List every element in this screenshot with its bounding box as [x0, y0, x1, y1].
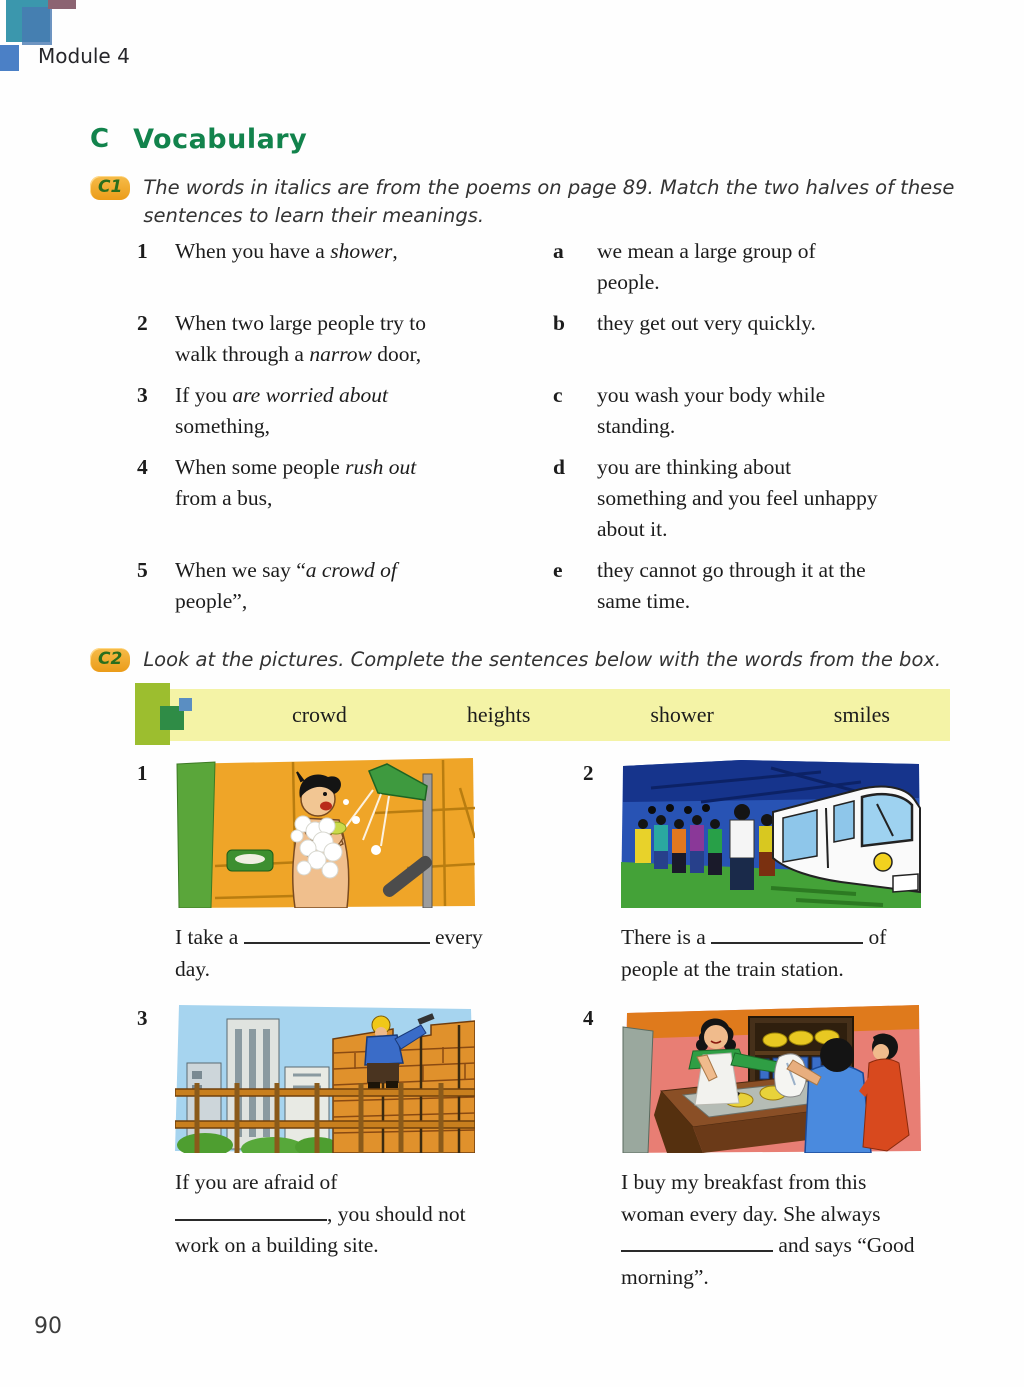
picture-number: 1	[137, 761, 148, 785]
word-box-square-blue	[179, 698, 192, 711]
pictures-grid	[137, 758, 997, 1293]
corner-square-mauve	[48, 0, 76, 9]
sentence-left: When you have a shower,	[175, 239, 398, 263]
exercise-c2-instructions: Look at the pictures. Complete the sentences below with the words from the box.	[143, 648, 942, 671]
shower-illustration	[175, 758, 475, 908]
sentence-left: When some people rush out from a bus,	[175, 455, 417, 510]
word-box	[137, 689, 950, 741]
answer-blank	[244, 924, 430, 944]
sentence-left: When we say “a crowd of people”,	[175, 558, 397, 613]
answer-blank	[175, 1200, 327, 1220]
item-letter: b	[553, 311, 565, 335]
picture-caption: There is a of people at the train station.	[621, 925, 887, 981]
sentence-right: you are thinking about something and you feel unhappy about it.	[597, 455, 878, 541]
item-number: 2	[137, 311, 148, 335]
word-box-word: crowd	[291, 702, 347, 727]
sentence-right: they get out very quickly.	[597, 311, 816, 335]
match-pair-5	[137, 555, 989, 617]
word-box-word: smiles	[833, 702, 890, 727]
breakfast-stall-illustration	[621, 1003, 921, 1153]
word-box-word: shower	[650, 702, 714, 727]
picture-caption: If you are afraid of , you should not work on a building site.	[175, 1170, 466, 1257]
sentence-left: If you are worried about something,	[175, 383, 389, 438]
picture-item-2	[583, 758, 997, 985]
picture-number: 3	[137, 1006, 148, 1030]
picture-item-1	[137, 758, 583, 985]
exercise-c1-badge: C1	[90, 176, 130, 200]
corner-square-blue	[0, 45, 19, 71]
match-pair-4	[137, 452, 989, 545]
sentence-right: we mean a large group of people.	[597, 239, 816, 294]
module-label: Module 4	[38, 44, 130, 68]
page-number: 90	[34, 1314, 62, 1339]
match-pair-1	[137, 236, 989, 298]
picture-number: 2	[583, 761, 594, 785]
word-box-word: heights	[466, 702, 531, 727]
item-letter: e	[553, 558, 563, 582]
exercise-c1-instructions: The words in italics are from the poems on page 89. Match the two halves of these sentences to learn their meanings.	[143, 176, 955, 227]
section-title: Vocabulary	[133, 124, 308, 155]
item-number: 4	[137, 455, 148, 479]
sentence-left: When two large people try to walk through a narrow door,	[175, 311, 426, 366]
picture-number: 4	[583, 1006, 594, 1030]
exercise-c2-badge: C2	[90, 648, 130, 672]
item-number: 1	[137, 239, 148, 263]
picture-item-3	[137, 1003, 583, 1293]
corner-square-steel	[22, 7, 52, 45]
section-letter: C	[90, 124, 110, 154]
item-letter: d	[553, 455, 565, 479]
exercise-c2-header	[90, 646, 980, 674]
picture-caption: I take a every day.	[175, 925, 483, 981]
exercise-c1-header	[90, 174, 980, 230]
building-site-illustration	[175, 1003, 475, 1153]
corner-decoration	[0, 0, 90, 80]
section-heading	[90, 124, 307, 155]
match-pair-2	[137, 308, 989, 370]
item-number: 3	[137, 383, 148, 407]
picture-caption: I buy my breakfast from this woman every day. She always and says “Good morning”.	[621, 1170, 915, 1289]
item-number: 5	[137, 558, 148, 582]
answer-blank	[621, 1232, 773, 1252]
item-letter: a	[553, 239, 564, 263]
train-station-illustration	[621, 758, 921, 908]
item-letter: c	[553, 383, 563, 407]
sentence-right: you wash your body while standing.	[597, 383, 826, 438]
answer-blank	[711, 924, 863, 944]
picture-item-4	[583, 1003, 997, 1293]
matching-exercise	[137, 236, 989, 617]
sentence-right: they cannot go through it at the same time.	[597, 558, 866, 613]
match-pair-3	[137, 380, 989, 442]
